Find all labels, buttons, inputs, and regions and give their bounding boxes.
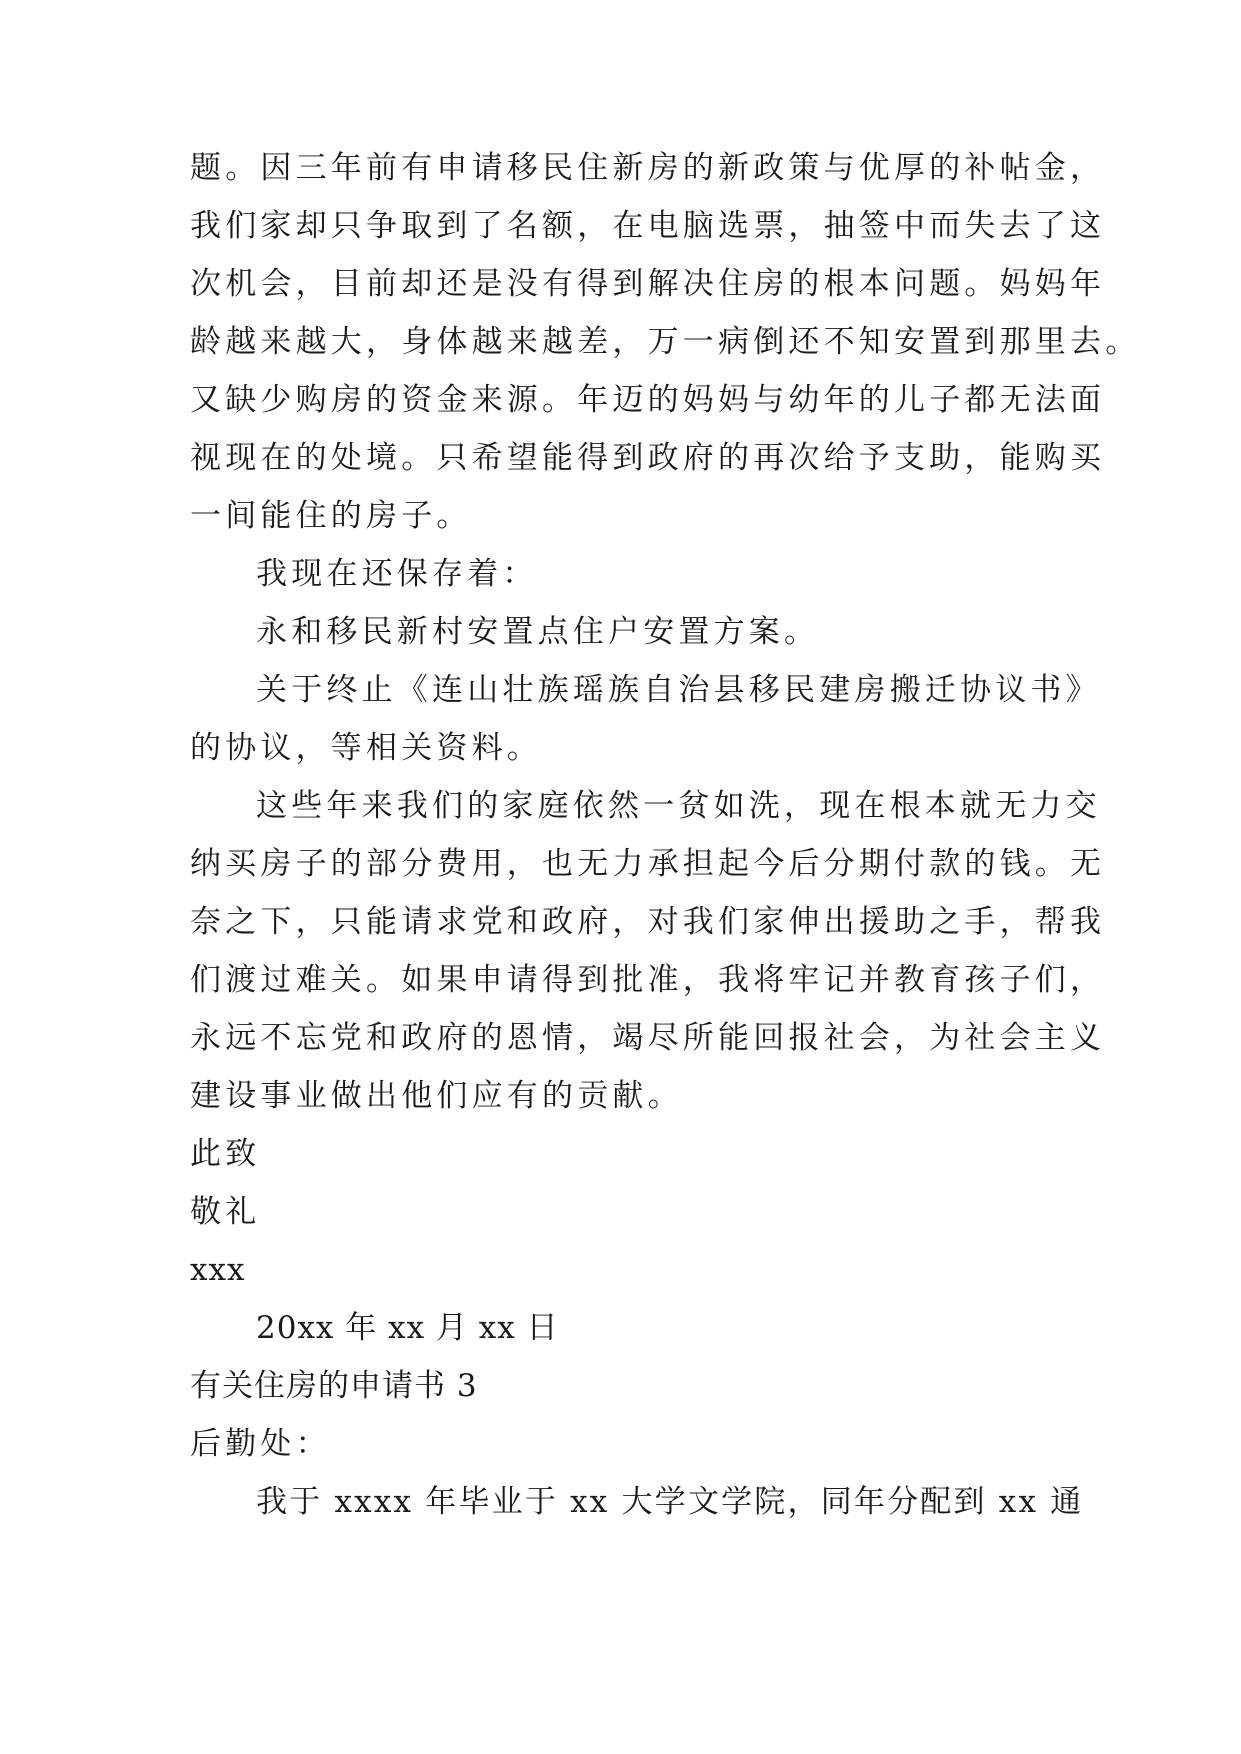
body-line: 题。因三年前有申请移民住新房的新政策与优厚的补帖金，: [190, 150, 1106, 186]
body-line: 视现在的处境。只希望能得到政府的再次给予支助，能购买: [190, 440, 1106, 476]
signature-name: xxx: [190, 1252, 246, 1288]
recipient-line: 后勤处：: [190, 1426, 331, 1462]
body-line: 永远不忘党和政府的恩情，竭尽所能回报社会，为社会主义: [190, 1020, 1106, 1056]
body-line: 纳买房子的部分费用，也无力承担起今后分期付款的钱。无: [190, 846, 1106, 882]
body-line: 这些年来我们的家庭依然一贫如洗，现在根本就无力交: [256, 788, 1101, 824]
body-line: 关于终止《连山壮族瑶族自治县移民建房搬迁协议书》: [256, 672, 1101, 708]
body-line: 们渡过难关。如果申请得到批准，我将牢记并教育孩子们，: [190, 962, 1106, 998]
signature-date: 20xx 年 xx 月 xx 日: [256, 1310, 559, 1346]
body-line: 的协议，等相关资料。: [190, 730, 542, 766]
body-line: 龄越来越大，身体越来越差，万一病倒还不知安置到那里去。: [190, 324, 1141, 360]
body-line: 又缺少购房的资金来源。年迈的妈妈与幼年的儿子都无法面: [190, 382, 1106, 418]
closing-regards: 敬礼: [190, 1194, 261, 1230]
section-heading: 有关住房的申请书 3: [190, 1368, 478, 1404]
body-line: 我现在还保存着：: [256, 556, 538, 592]
body-line: 建设事业做出他们应有的贡献。: [190, 1078, 683, 1114]
body-line: 一间能住的房子。: [190, 498, 472, 534]
body-line: 我于 xxxx 年毕业于 xx 大学文学院，同年分配到 xx 通: [256, 1484, 1084, 1520]
body-line: 永和移民新村安置点住户安置方案。: [256, 614, 820, 650]
closing-salutation: 此致: [190, 1136, 261, 1172]
body-line: 次机会，目前却还是没有得到解决住房的根本问题。妈妈年: [190, 266, 1106, 302]
body-line: 奈之下，只能请求党和政府，对我们家伸出援助之手，帮我: [190, 904, 1106, 940]
body-line: 我们家却只争取到了名额，在电脑选票，抽签中而失去了这: [190, 208, 1106, 244]
